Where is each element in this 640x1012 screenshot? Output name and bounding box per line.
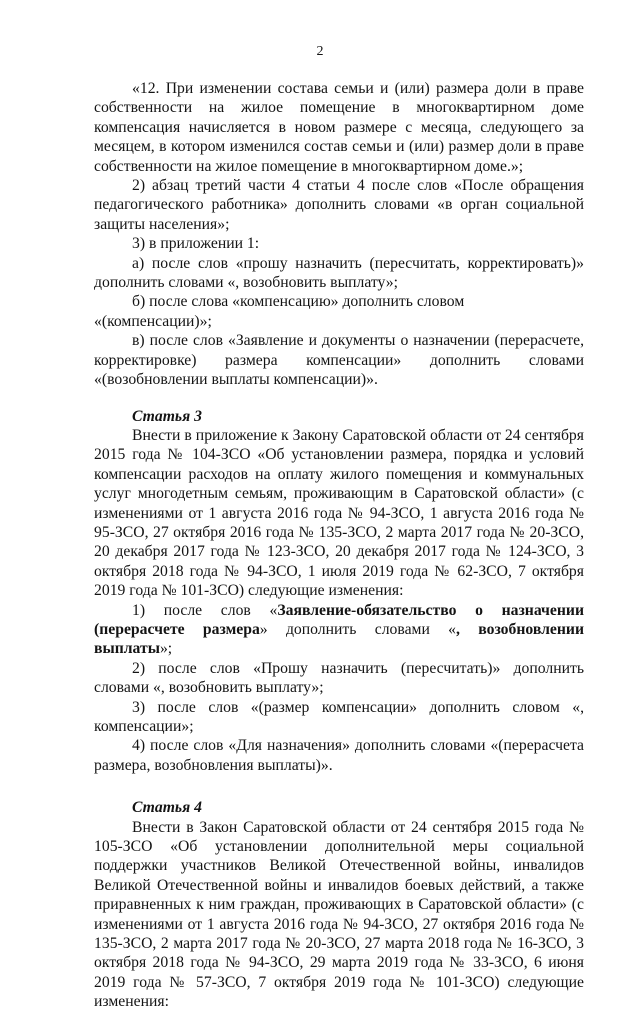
article-3-heading: Статья 3 xyxy=(132,407,202,425)
paragraph-subitem-v: в) после слов «Заявление и документы о назначении (перерасчете, корректировке) размера компенсации» дополнить словами «(возобновлении выплаты компенсации)». xyxy=(94,332,584,389)
paragraph-subitem-a: а) после слов «прошу назначить (пересчитать, корректировать)» дополнить словами «, возобновить выплату»; xyxy=(94,254,584,292)
paragraph-item-3: 3) в приложении 1: xyxy=(132,235,260,253)
article-3-intro: Внести в приложение к Закону Саратовской области от 24 сентября 2015 года № 104-ЗСО «Об установлении размера, порядка и условий компенсации расходов на оплату жилого помещения и коммунальных услуг многодетным семьям, проживающим в Саратовской области» (с изменениями от 1 августа 2016 года № 94-ЗСО, 1 августа 2016 года № 95-ЗСО, 27 октября 2016 года № 135-ЗСО, 2 марта 2017 года № 20-ЗСО, 20 декабря 2017 года № 123-ЗСО, 20 декабря 2017 года № 124-ЗСО, 3 октября 2018 года № 94-ЗСО, 1 июля 2019 года № 62-ЗСО, 7 октября 2019 года № 101-ЗСО) следующие изменения: xyxy=(94,426,584,600)
article-4-intro: Внести в Закон Саратовской области от 24 сентября 2015 года № 105-ЗСО «Об установлении дополнительной меры социальной поддержки участников Великой Отечественной войны, инвалидов Великой Отечественной войны и инвалидов боевых действий, а также приравненных к ним граждан, проживающих в Саратовской области» (с изменениями от 1 августа 2016 года № 94-ЗСО, 27 октября 2016 года № 135-ЗСО, 2 марта 2017 года № 20-ЗСО, 27 марта 2018 года № 16-ЗСО, 3 октября 2018 года № 94-ЗСО, 29 марта 2019 года № 33-ЗСО, 6 июня 2019 года № 57-ЗСО, 7 октября 2019 года № 101-ЗСО) следующие изменения: xyxy=(94,818,584,1011)
paragraph-subitem-b: б) после слова «компенсацию» дополнить словом «(компенсации)»; xyxy=(94,293,465,330)
paragraph-clause-12: «12. При изменении состава семьи и (или) размера доли в праве собственности на жилое помещение в многоквартирном доме компенсация начисляется в новом размере с месяца, следующего за месяцем, в котором изменился состав семьи и (или) размер доли в праве собственности на жилое помещение в многоквартирном доме.»; xyxy=(94,80,584,175)
document-body xyxy=(94,79,584,1012)
article-3-item-3: 3) после слов «(размер компенсации» дополнить словом «, компенсации»; xyxy=(94,698,584,735)
paragraph-item-2: 2) абзац третий части 4 статьи 4 после слов «После обращения педагогического работника» дополнить словами «в орган социальной защиты населения»; xyxy=(94,177,584,233)
article-3-item-4: 4) после слов «Для назначения» дополнить словами «(перерасчета размера, возобновления выплаты)». xyxy=(94,737,584,774)
article-4-heading: Статья 4 xyxy=(132,799,202,817)
page-number: 2 xyxy=(316,44,324,59)
article-3-item-1: 1) после слов «Заявление-обязательство о назначении (перерасчете размера» дополнить словами «, возобновлении выплаты»; xyxy=(94,601,585,658)
article-3-item-2: 2) после слов «Прошу назначить (пересчитать)» дополнить словами «, возобновить выплату»; xyxy=(94,659,584,697)
